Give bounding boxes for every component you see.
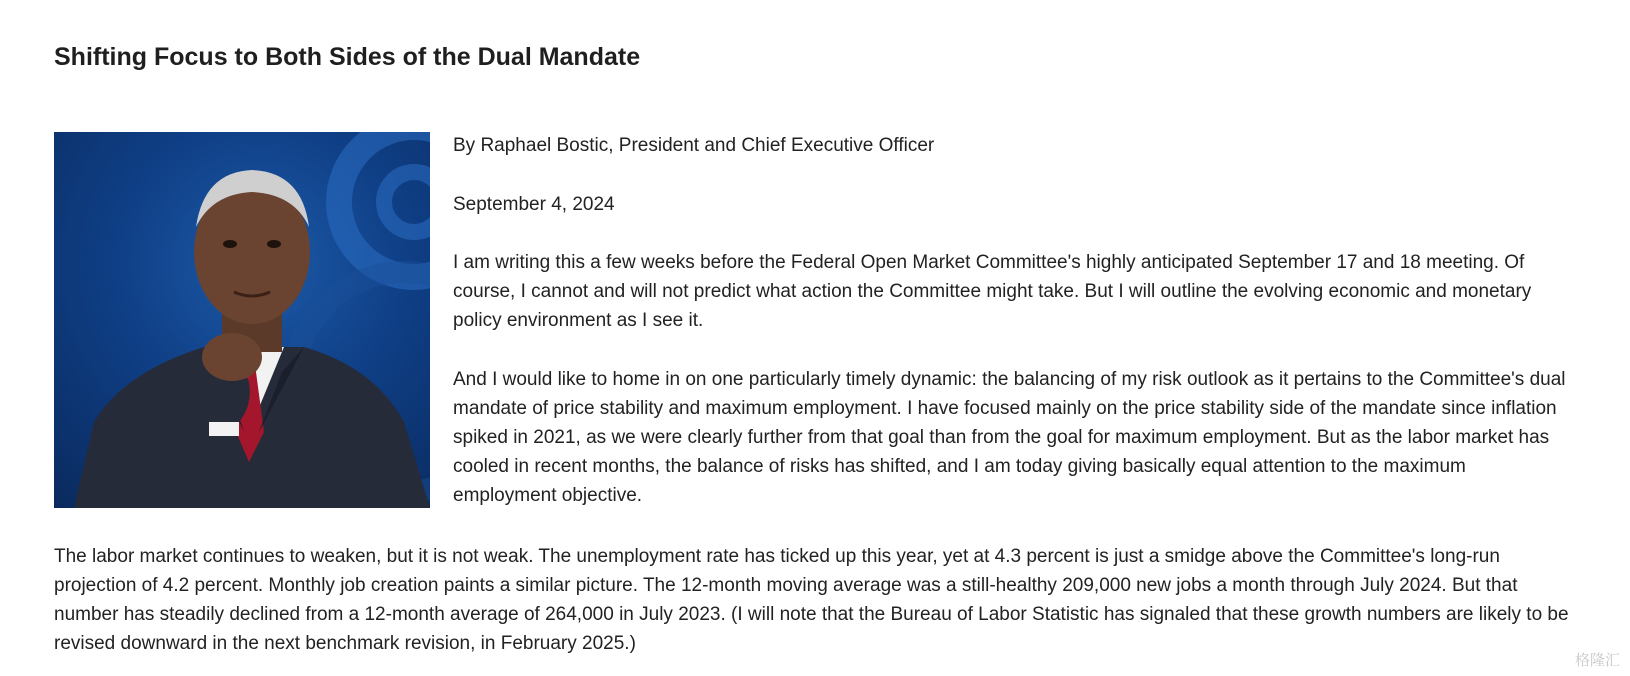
article-title: Shifting Focus to Both Sides of the Dual Mandate	[54, 43, 641, 71]
paragraph-3: The labor market continues to weaken, but it is not weak. The unemployment rate has ticked up this year, yet at 4.3 percent is just a smidge above the Committee's long-run projection of 4.2 percent. Monthly job creation paints a similar picture. The 12-month moving average was a still-healthy 209,000 new jobs a month through July 2024. But that number has steadily declined from a 12-month average of 264,000 in July 2023. (I will note that the Bureau of Labor Statistic has signaled that these growth numbers are likely to be revised downward in the next benchmark revision, in February 2025.)	[54, 546, 1569, 654]
author-byline: By Raphael Bostic, President and Chief Executive Officer	[453, 135, 935, 156]
paragraph-2: And I would like to home in on one particularly timely dynamic: the balancing of my risk outlook as it pertains to the Committee's dual mandate of price stability and maximum employment. I have focused mainly on the price stability side of the mandate since inflation spiked in 2021, as we were clearly further from that goal than from the goal for maximum employment. But as the labor market has cooled in recent months, the balance of risks has shifted, and I am today giving basically equal attention to the maximum employment objective.	[453, 369, 1566, 506]
article-intro	[453, 131, 1573, 510]
author-portrait	[54, 132, 430, 508]
portrait-illustration	[54, 132, 430, 508]
paragraph-1: I am writing this a few weeks before the Federal Open Market Committee's highly anticipated September 17 and 18 meeting. Of course, I cannot and will not predict what action the Committee might take. But I will outline the evolving economic and monetary policy environment as I see it.	[453, 252, 1532, 331]
publish-date: September 4, 2024	[453, 194, 615, 215]
watermark: 格隆汇	[1574, 651, 1620, 669]
